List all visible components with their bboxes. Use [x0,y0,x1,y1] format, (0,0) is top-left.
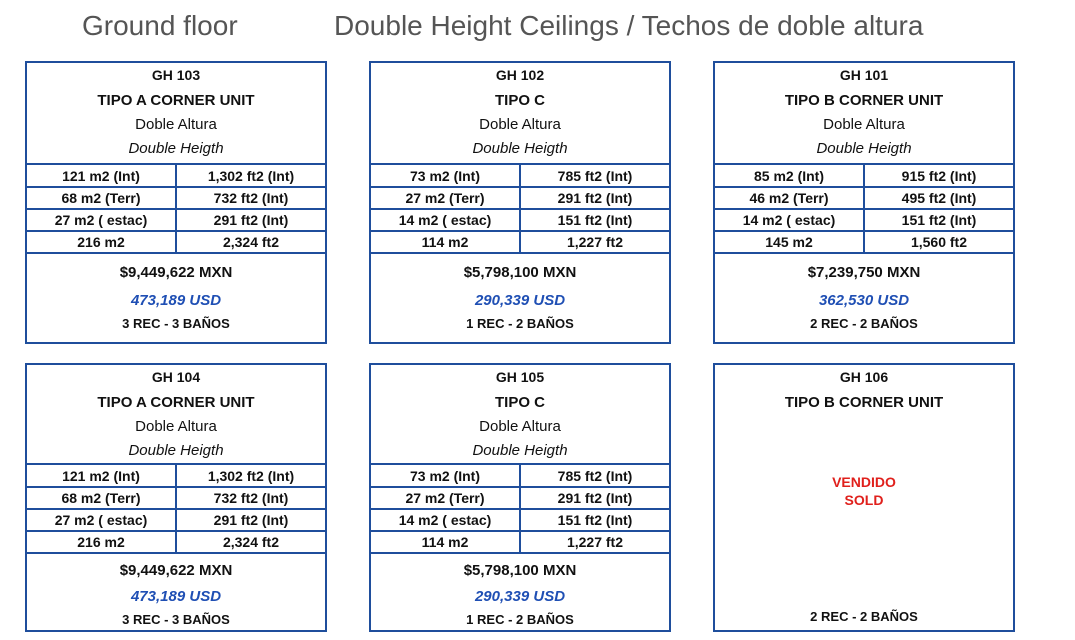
area-row [27,465,325,487]
unit-code: GH 104 [151,369,201,385]
price-usd: 473,189 USD [130,292,222,309]
area-metric: 27 m2 (Terr) [371,187,520,209]
area-metric: 114 m2 [371,531,520,553]
area-imperial: 151 ft2 (Int) [864,209,1013,231]
area-metric: 121 m2 (Int) [27,165,176,187]
unit-card-sold [713,363,1015,632]
unit-header [27,365,325,465]
area-metric: 121 m2 (Int) [27,465,176,487]
area-row [371,531,669,553]
floor-heading: Ground floor [82,10,238,41]
unit-card [369,363,671,632]
area-metric: 14 m2 ( estac) [371,509,520,531]
price-mxn: $9,449,622 MXN [119,562,233,579]
area-row [27,231,325,253]
area-imperial: 732 ft2 (Int) [176,187,325,209]
area-imperial: 495 ft2 (Int) [864,187,1013,209]
area-row [715,187,1013,209]
area-imperial: 1,227 ft2 [520,531,669,553]
sold-label-en: SOLD [844,492,884,508]
area-metric: 27 m2 (Terr) [371,487,520,509]
unit-header [371,63,669,165]
rooms-baths: 2 REC - 2 BAÑOS [810,316,918,331]
area-imperial: 291 ft2 (Int) [176,209,325,231]
area-row [371,165,669,187]
rooms-baths: 3 REC - 3 BAÑOS [122,316,230,331]
area-row [371,465,669,487]
unit-header [27,63,325,165]
area-row [27,165,325,187]
sold-label-es: VENDIDO [832,474,896,490]
unit-pricing [27,254,325,332]
unit-code: GH 101 [839,67,889,83]
unit-doble-altura: Doble Altura [479,418,561,435]
area-row [27,209,325,231]
price-usd: 362,530 USD [818,292,910,309]
area-row [27,487,325,509]
unit-pricing [715,254,1013,332]
area-imperial: 291 ft2 (Int) [520,187,669,209]
sold-label [715,473,1013,509]
unit-double-height: Double Heigth [472,140,568,157]
area-row [371,209,669,231]
unit-double-height: Double Heigth [128,140,224,157]
unit-pricing [371,254,669,332]
unit-pricing [27,554,325,628]
area-imperial: 915 ft2 (Int) [864,165,1013,187]
price-mxn: $5,798,100 MXN [463,264,577,281]
area-row [371,187,669,209]
area-metric: 73 m2 (Int) [371,165,520,187]
unit-type: TIPO A CORNER UNIT [97,92,255,109]
area-row [371,487,669,509]
unit-pricing [371,554,669,628]
area-metric: 216 m2 [27,531,176,553]
price-usd: 290,339 USD [474,588,566,605]
area-row [27,531,325,553]
unit-header [715,63,1013,165]
price-usd: 290,339 USD [474,292,566,309]
area-metric: 27 m2 ( estac) [27,509,176,531]
price-mxn: $5,798,100 MXN [463,562,577,579]
unit-double-height: Double Heigth [816,140,912,157]
area-metric: 114 m2 [371,231,520,253]
rooms-baths: 1 REC - 2 BAÑOS [466,316,574,331]
unit-doble-altura: Doble Altura [479,116,561,133]
unit-header [371,365,669,465]
area-row [715,231,1013,253]
area-row [27,187,325,209]
area-metric: 216 m2 [27,231,176,253]
area-imperial: 151 ft2 (Int) [520,509,669,531]
unit-card [369,61,671,344]
area-imperial: 2,324 ft2 [176,531,325,553]
area-metric: 14 m2 ( estac) [371,209,520,231]
area-imperial: 2,324 ft2 [176,231,325,253]
area-metric: 145 m2 [715,231,864,253]
area-table [371,465,669,554]
unit-card [713,61,1015,344]
area-imperial: 1,560 ft2 [864,231,1013,253]
unit-type: TIPO C [494,394,545,411]
unit-double-height: Double Heigth [128,442,224,459]
unit-type: TIPO C [494,92,545,109]
area-imperial: 785 ft2 (Int) [520,465,669,487]
unit-code: GH 102 [495,67,545,83]
area-row [27,509,325,531]
unit-code: GH 106 [839,369,889,385]
area-metric: 46 m2 (Terr) [715,187,864,209]
area-metric: 27 m2 ( estac) [27,209,176,231]
rooms-baths: 1 REC - 2 BAÑOS [466,612,574,627]
price-mxn: $7,239,750 MXN [807,264,921,281]
area-table [715,165,1013,254]
area-table [27,465,325,554]
unit-card [25,61,327,344]
ceilings-heading: Double Height Ceilings / Techos de doble altura [334,10,924,41]
unit-type: TIPO B CORNER UNIT [784,92,944,109]
area-imperial: 785 ft2 (Int) [520,165,669,187]
unit-code: GH 105 [495,369,545,385]
price-usd: 473,189 USD [130,588,222,605]
unit-doble-altura: Doble Altura [135,116,217,133]
area-imperial: 1,302 ft2 (Int) [176,165,325,187]
unit-code: GH 103 [151,67,201,83]
area-metric: 14 m2 ( estac) [715,209,864,231]
price-mxn: $9,449,622 MXN [119,264,233,281]
rooms-baths: 3 REC - 3 BAÑOS [122,612,230,627]
unit-type: TIPO A CORNER UNIT [97,394,255,411]
area-row [371,231,669,253]
area-metric: 85 m2 (Int) [715,165,864,187]
area-table [27,165,325,254]
area-metric: 68 m2 (Terr) [27,487,176,509]
unit-doble-altura: Doble Altura [135,418,217,435]
area-metric: 68 m2 (Terr) [27,187,176,209]
unit-card [25,363,327,632]
area-imperial: 1,302 ft2 (Int) [176,465,325,487]
unit-type: TIPO B CORNER UNIT [784,394,944,411]
unit-doble-altura: Doble Altura [823,116,905,133]
unit-double-height: Double Heigth [472,442,568,459]
area-imperial: 291 ft2 (Int) [520,487,669,509]
unit-header [715,365,1013,425]
area-imperial: 291 ft2 (Int) [176,509,325,531]
rooms-baths: 2 REC - 2 BAÑOS [810,609,918,624]
area-imperial: 151 ft2 (Int) [520,209,669,231]
area-row [715,165,1013,187]
area-imperial: 732 ft2 (Int) [176,487,325,509]
area-metric: 73 m2 (Int) [371,465,520,487]
area-row [371,509,669,531]
area-table [371,165,669,254]
area-imperial: 1,227 ft2 [520,231,669,253]
area-row [715,209,1013,231]
